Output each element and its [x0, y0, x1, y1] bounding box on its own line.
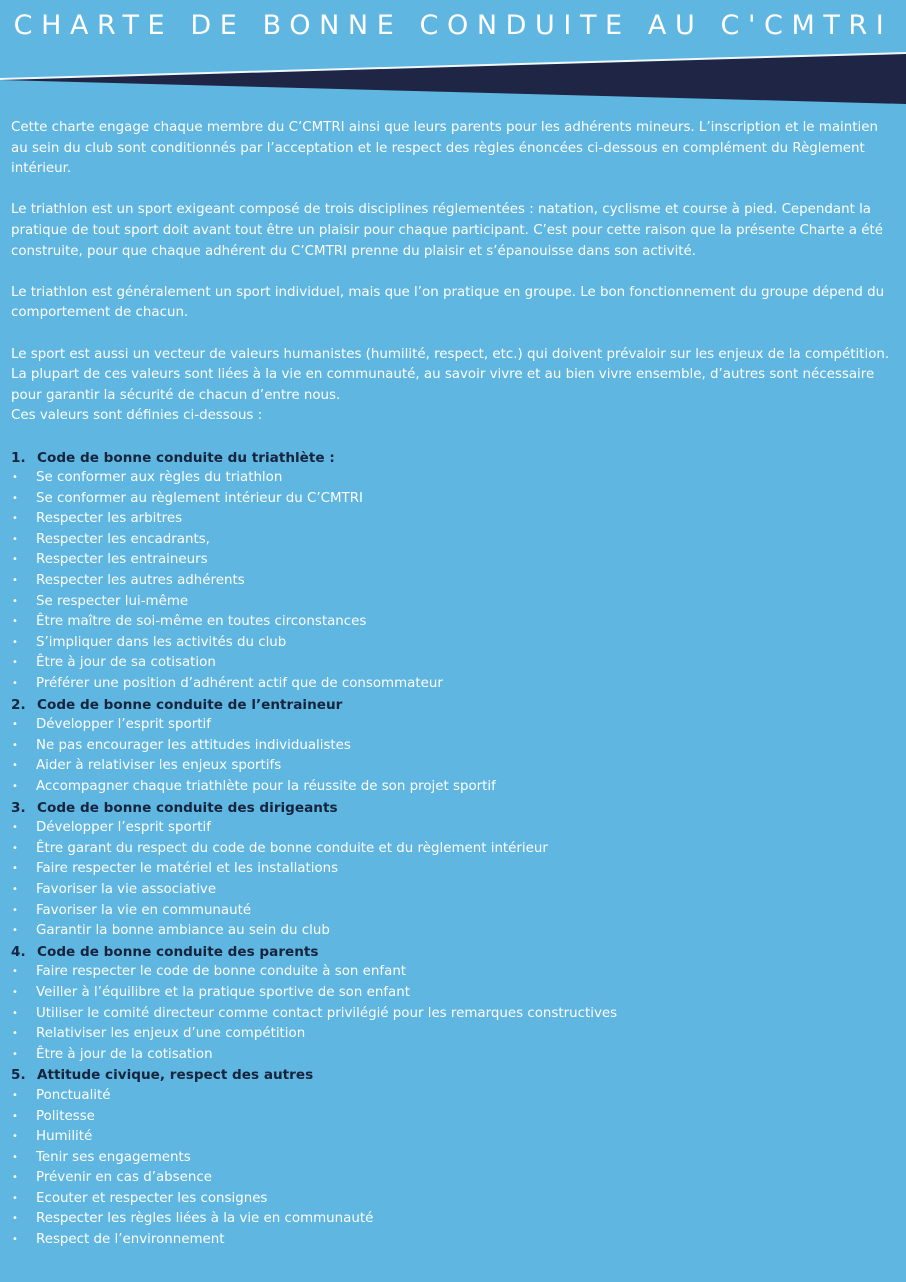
section-number: 4.	[11, 943, 26, 960]
bullet-icon: •	[12, 678, 18, 690]
bullet-icon: •	[12, 925, 18, 937]
bullet-icon: •	[12, 1234, 18, 1246]
bullet-icon: •	[12, 739, 18, 751]
list-item-text: Ecouter et respecter les consignes	[36, 1190, 268, 1206]
list-item	[11, 592, 895, 613]
list-item	[11, 1127, 895, 1148]
list-item	[11, 859, 895, 880]
list-item	[11, 530, 895, 551]
list-item-text: Développer l’esprit sportif	[36, 820, 211, 836]
list-item	[11, 468, 895, 489]
list-item	[11, 1189, 895, 1210]
section-heading-text: Code de bonne conduite des dirigeants	[37, 799, 338, 816]
list-item-text: Respect de l’environnement	[36, 1232, 225, 1248]
bullet-icon: •	[12, 842, 18, 854]
list-item-text: Favoriser la vie associative	[36, 881, 217, 897]
header-banner	[0, 0, 906, 110]
list-item	[11, 509, 895, 530]
list-item	[11, 777, 895, 798]
bullet-icon: •	[12, 781, 18, 792]
list-item-text: Veiller à l’équilibre et la pratique sportive de son enfant	[36, 984, 410, 1000]
list-item	[11, 1107, 895, 1128]
list-item	[11, 1148, 895, 1169]
list-item-text: Garantir la bonne ambiance au sein du club	[36, 923, 330, 939]
list-item-text: S’impliquer dans les activités du club	[36, 634, 287, 650]
bullet-icon: •	[12, 1110, 18, 1122]
bullet-icon: •	[12, 554, 18, 566]
bullet-icon: •	[12, 595, 18, 607]
list-item-text: Se conformer aux règles du triathlon	[36, 470, 283, 486]
section-item-list	[11, 1086, 895, 1251]
section-number: 5.	[11, 1067, 26, 1084]
list-item	[11, 880, 895, 901]
bullet-icon: •	[12, 966, 18, 978]
section-heading-text: Code de bonne conduite des parents	[37, 943, 319, 960]
list-item-text: Être à jour de la cotisation	[36, 1046, 213, 1062]
bullet-icon: •	[12, 1131, 18, 1143]
list-item-text: Politesse	[36, 1108, 95, 1124]
bullet-icon: •	[12, 575, 18, 587]
list-item-text: Se respecter lui-même	[36, 593, 189, 609]
bullet-icon: •	[12, 1151, 18, 1163]
section-number: 2.	[11, 696, 26, 713]
bullet-icon: •	[12, 883, 18, 895]
list-item	[11, 489, 895, 510]
section-heading-text: Attitude civique, respect des autres	[37, 1067, 314, 1084]
list-item	[11, 839, 895, 860]
bullet-icon: •	[12, 822, 18, 834]
list-item-text: Utiliser le comité directeur comme contact privilégié pour les remarques constructives	[36, 1005, 618, 1021]
list-item-text: Faire respecter le matériel et les installations	[36, 861, 339, 877]
bullet-icon: •	[12, 472, 18, 484]
section-heading	[11, 1065, 895, 1086]
bullet-icon: •	[12, 1028, 18, 1040]
bullet-icon: •	[12, 1089, 18, 1101]
list-item	[11, 1045, 895, 1066]
list-item	[11, 633, 895, 654]
list-item	[11, 715, 895, 736]
intro-paragraph: Le triathlon est généralement un sport individuel, mais que l’on pratique en groupe. Le bon fonctionnement du groupe dépend du comportement de chacun.	[11, 284, 885, 321]
list-item	[11, 653, 895, 674]
list-item	[11, 571, 895, 592]
bullet-icon: •	[12, 904, 18, 916]
intro-paragraph: Le sport est aussi un vecteur de valeurs humanistes (humilité, respect, etc.) qui doivent prévaloir sur les enjeux de la compétition. La plupart de ces valeurs sont liées à la vie en communauté, au savoir vivre et au bien vivre ensemble, d’autres sont nécessaire pour garantir la sécurité de chacun d’entre nous.	[11, 346, 890, 403]
list-item	[11, 550, 895, 571]
list-item-text: Prévenir en cas d’absence	[36, 1170, 212, 1186]
intro-paragraph: Cette charte engage chaque membre du C’CMTRI ainsi que leurs parents pour les adhérents mineurs. L’inscription et le maintien au sein du club sont conditionnés par l’acceptation et le respect des règles énoncées ci-dessous en complément du Règlement intérieur.	[11, 120, 878, 177]
list-item-text: Accompagner chaque triathlète pour la réussite de son projet sportif	[36, 779, 496, 794]
list-item-text: Développer l’esprit sportif	[36, 717, 211, 733]
list-item	[11, 1004, 895, 1025]
section-heading	[11, 695, 895, 716]
section-heading	[11, 448, 895, 469]
bullet-icon: •	[12, 616, 18, 628]
list-item-text: Respecter les entraineurs	[36, 552, 208, 568]
list-item	[11, 756, 895, 777]
list-item-text: Ponctualité	[36, 1087, 111, 1103]
list-item	[11, 1024, 895, 1045]
list-item-text: Faire respecter le code de bonne conduite à son enfant	[36, 964, 407, 980]
list-item	[11, 962, 895, 983]
list-item-text: Tenir ses engagements	[36, 1149, 191, 1165]
list-item-text: Respecter les encadrants,	[36, 531, 210, 547]
bullet-icon: •	[12, 513, 18, 525]
section-heading-text: Code de bonne conduite du triathlète :	[37, 449, 335, 466]
section-item-list	[11, 962, 895, 1065]
bullet-icon: •	[12, 760, 18, 772]
list-item	[11, 983, 895, 1004]
bullet-icon: •	[12, 533, 18, 545]
list-item	[11, 1230, 895, 1251]
section-number: 1.	[11, 449, 26, 466]
section-heading	[11, 798, 895, 819]
bullet-icon: •	[12, 1048, 18, 1060]
page-title: CHARTE DE BONNE CONDUITE AU C'CMTRI	[13, 10, 893, 41]
list-item-text: Favoriser la vie en communauté	[36, 902, 252, 918]
bullet-icon: •	[12, 1192, 18, 1204]
list-item	[11, 612, 895, 633]
list-item-text: Respecter les arbitres	[36, 511, 183, 527]
list-item	[11, 1209, 895, 1230]
section-item-list	[11, 715, 895, 797]
list-item-text: Respecter les autres adhérents	[36, 573, 245, 589]
intro-paragraph: Ces valeurs sont définies ci-dessous :	[11, 408, 263, 424]
list-item-text: Ne pas encourager les attitudes individualistes	[36, 737, 351, 753]
list-item-text: Respecter les règles liées à la vie en communauté	[36, 1211, 374, 1227]
sections-list	[11, 448, 895, 1251]
list-item-text: Se conformer au règlement intérieur du C’CMTRI	[36, 490, 363, 506]
document-body	[11, 118, 895, 1251]
bullet-icon: •	[12, 863, 18, 875]
section-item-list	[11, 468, 895, 695]
list-item-text: Préférer une position d’adhérent actif que de consommateur	[36, 676, 443, 692]
list-item-text: Humilité	[36, 1129, 93, 1145]
bullet-icon: •	[12, 986, 18, 998]
bullet-icon: •	[12, 657, 18, 669]
list-item	[11, 818, 895, 839]
section-number: 3.	[11, 799, 26, 816]
list-item-text: Être à jour de sa cotisation	[36, 655, 216, 671]
section-item-list	[11, 818, 895, 942]
bullet-icon: •	[12, 719, 18, 731]
section-heading-text: Code de bonne conduite de l’entraineur	[37, 696, 343, 713]
list-item-text: Aider à relativiser les enjeux sportifs	[36, 758, 282, 774]
bullet-icon: •	[12, 1007, 18, 1019]
bullet-icon: •	[12, 636, 18, 648]
list-item	[11, 901, 895, 922]
bullet-icon: •	[12, 1213, 18, 1225]
list-item	[11, 1168, 895, 1189]
bullet-icon: •	[12, 1172, 18, 1184]
list-item-text: Être garant du respect du code de bonne conduite et du règlement intérieur	[36, 840, 548, 856]
section-heading	[11, 942, 895, 963]
list-item	[11, 736, 895, 757]
list-item-text: Être maître de soi-même en toutes circonstances	[36, 614, 367, 630]
list-item	[11, 674, 895, 695]
list-item-text: Relativiser les enjeux d’une compétition	[36, 1026, 306, 1042]
intro-paragraph: Le triathlon est un sport exigeant composé de trois disciplines réglementées : natation, cyclisme et course à pied. Cependant la pratique de tout sport doit avant tout être un plaisir pour chaque participant. C’est pour cette raison que la présente Charte a été construite, pour que chaque adhérent du C’CMTRI prenne du plaisir et s’épanouisse dans son activité.	[11, 202, 883, 259]
list-item	[11, 1086, 895, 1107]
bullet-icon: •	[12, 492, 18, 504]
list-item	[11, 921, 895, 942]
